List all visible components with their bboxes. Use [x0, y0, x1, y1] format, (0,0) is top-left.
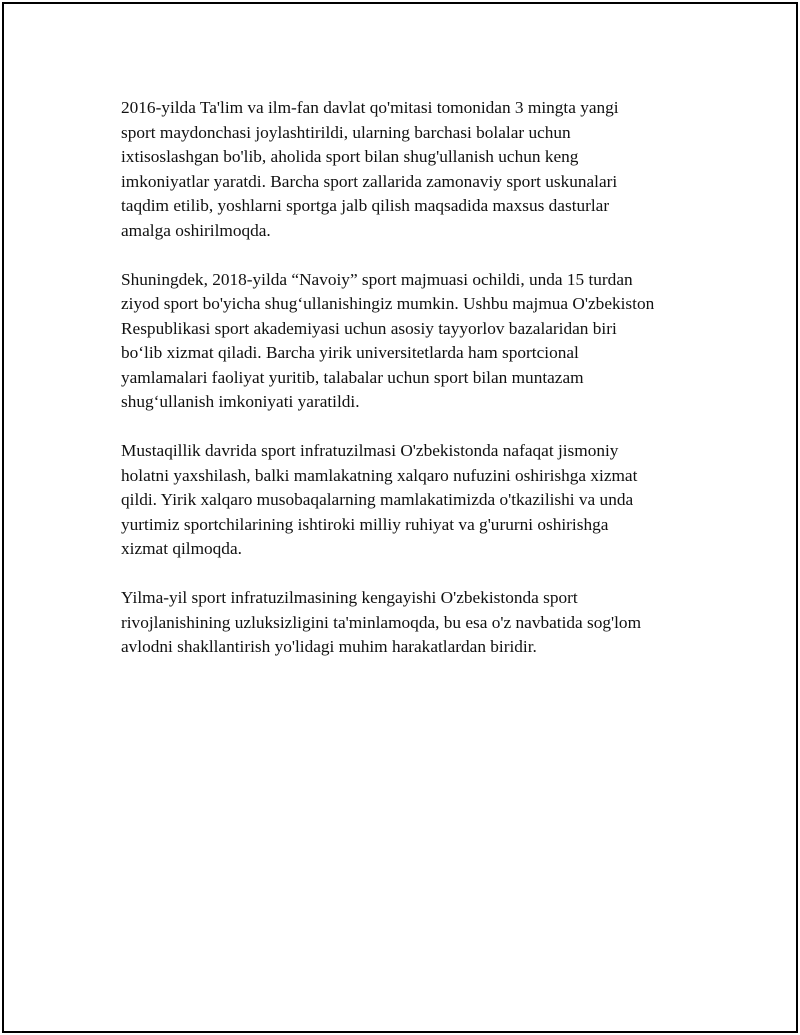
paragraph-2 — [121, 268, 701, 415]
text-line: bo‘lib xizmat qiladi. Barcha yirik universitetlarda ham sportcional — [121, 343, 579, 362]
page-frame — [2, 2, 798, 1033]
text-line: rivojlanishining uzluksizligini ta'minlamoqda, bu esa o'z navbatida sog'lom — [121, 612, 642, 632]
text-line: imkoniyatlar yaratdi. Barcha sport zallarida zamonaviy sport uskunalari — [121, 171, 618, 191]
text-line: ziyod sport bo'yicha shug‘ullanishingiz mumkin. Ushbu majmua O'zbekiston — [121, 294, 655, 313]
text-line: holatni yaxshilash, balki mamlakatning xalqaro nufuzini oshirishga xizmat — [121, 465, 638, 485]
text-line: xizmat qilmoqda. — [121, 539, 242, 558]
text-line: Respublikasi sport akademiyasi uchun asosiy tayyorlov bazalaridan biri — [121, 318, 617, 338]
document-body — [121, 96, 701, 684]
text-line: ixtisoslashgan bo'lib, aholida sport bilan shug'ullanish uchun keng — [121, 147, 579, 166]
text-line: sport maydonchasi joylashtirildi, ularning barchasi bolalar uchun — [121, 122, 571, 142]
paragraph-3 — [121, 439, 701, 562]
text-line: Yilma-yil sport infratuzilmasining kengayishi O'zbekistonda sport — [121, 588, 578, 607]
text-line: 2016-yilda Ta'lim va ilm-fan davlat qo'mitasi tomonidan 3 mingta yangi — [121, 98, 619, 117]
text-line: Mustaqillik davrida sport infratuzilmasi O'zbekistonda nafaqat jismoniy — [121, 441, 619, 460]
text-line: taqdim etilib, yoshlarni sportga jalb qilish maqsadida maxsus dasturlar — [121, 196, 610, 215]
text-line: qildi. Yirik xalqaro musobaqalarning mamlakatimizda o'tkazilishi va unda — [121, 490, 634, 509]
text-line: yamlamalari faoliyat yuritib, talabalar uchun sport bilan muntazam — [121, 367, 584, 387]
paragraph-1 — [121, 96, 701, 243]
text-line: yurtimiz sportchilarining ishtiroki milliy ruhiyat va g'ururni oshirishga — [121, 514, 609, 534]
text-line: Shuningdek, 2018-yilda “Navoiy” sport majmuasi ochildi, unda 15 turdan — [121, 269, 633, 289]
text-line: avlodni shakllantirish yo'lidagi muhim harakatlardan biridir. — [121, 637, 537, 656]
text-line: amalga oshirilmoqda. — [121, 220, 271, 240]
text-line: shug‘ullanish imkoniyati yaratildi. — [121, 392, 360, 411]
paragraph-4 — [121, 586, 701, 660]
